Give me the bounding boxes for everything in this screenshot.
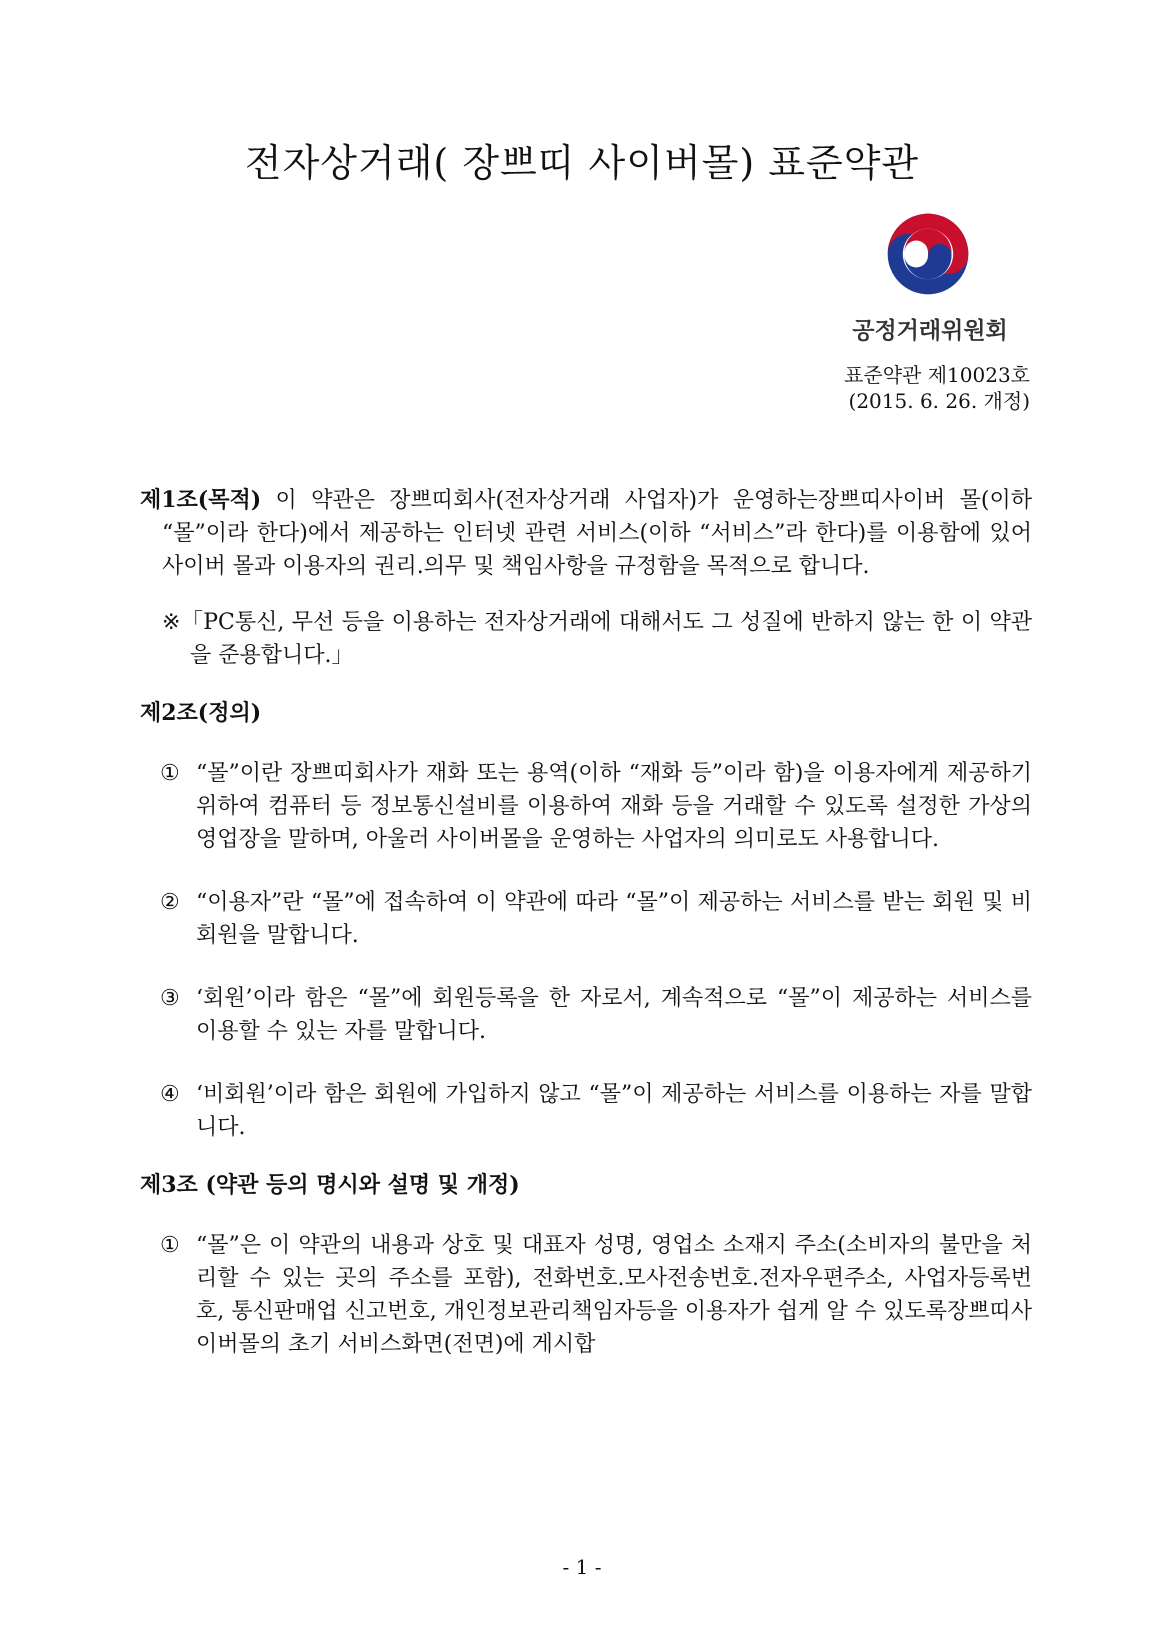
article-1: [140, 484, 1032, 583]
item-number: ①: [160, 761, 180, 786]
revision-date: (2015. 6. 26. 개정): [848, 389, 1030, 413]
document-number: 표준약관 제10023호: [844, 363, 1030, 387]
item-number: ①: [160, 1233, 180, 1258]
article-2-heading: 제2조(정의): [140, 700, 262, 726]
item-text: “몰”은 이 약관의 내용과 상호 및 대표자 성명, 영업소 소재지 주소(소비자의 불만을 처리할 수 있는 곳의 주소를 포함), 전화번호.모사전송번호.전자우편주소, 사업자등록번호, 통신판매업 신고번호, 개인정보관리책임자등을 이용자가 쉽게 알 수 있도록장쁘띠사이버몰의 초기 서비스화면(전면)에 게시합: [196, 1233, 1032, 1357]
article-2-item-3: [160, 982, 1032, 1048]
item-text: ‘비회원’이라 함은 회원에 가입하지 않고 “몰”이 제공하는 서비스를 이용하는 자를 말합니다.: [196, 1082, 1032, 1140]
article-2-item-4: [160, 1078, 1032, 1144]
document-meta: [844, 362, 1030, 414]
agency-name: 공정거래위원회: [852, 318, 1008, 344]
article-2-item-2: [160, 886, 1032, 952]
item-number: ③: [160, 986, 180, 1011]
item-text: “몰”이란 장쁘띠회사가 재화 또는 용역(이하 “재화 등”이라 함)을 이용자에게 제공하기 위하여 컴퓨터 등 정보통신설비를 이용하여 재화 등을 거래할 수 있도록 설정한 가상의 영업장을 말하며, 아울러 사이버몰을 운영하는 사업자의 의미로도 사용합니다.: [196, 761, 1032, 852]
article-3-heading: 제3조 (약관 등의 명시와 설명 및 개정): [140, 1172, 520, 1198]
document-title: 전자상거래( 장쁘띠 사이버몰) 표준약관: [244, 141, 920, 185]
article-1-heading: 제1조(목적): [140, 487, 262, 513]
article-1-note: ※「PC통신, 무선 등을 이용하는 전자상거래에 대해서도 그 성질에 반하지 않는 한 이 약관을 준용합니다.」: [162, 610, 1032, 668]
item-text: “이용자”란 “몰”에 접속하여 이 약관에 따라 “몰”이 제공하는 서비스를 받는 회원 및 비회원을 말합니다.: [196, 890, 1032, 948]
article-3-item-1: [160, 1229, 1032, 1361]
item-number: ④: [160, 1082, 180, 1107]
article-2-item-1: [160, 757, 1032, 856]
item-text: ‘회원’이라 함은 “몰”에 회원등록을 한 자로서, 계속적으로 “몰”이 제공하는 서비스를 이용할 수 있는 자를 말합니다.: [196, 986, 1032, 1044]
item-number: ②: [160, 890, 180, 915]
article-1-text: 이 약관은 장쁘띠회사(전자상거래 사업자)가 운영하는장쁘띠사이버 몰(이하 “몰”이라 한다)에서 제공하는 인터넷 관련 서비스(이하 “서비스”라 한다)를 이용함에 있어 사이버 몰과 이용자의 권리.의무 및 책임사항을 규정함을 목적으로 합니다.: [162, 488, 1032, 579]
government-emblem-icon: [886, 212, 970, 296]
document-body: [140, 484, 1032, 1361]
page-number: - 1 -: [562, 1555, 602, 1579]
